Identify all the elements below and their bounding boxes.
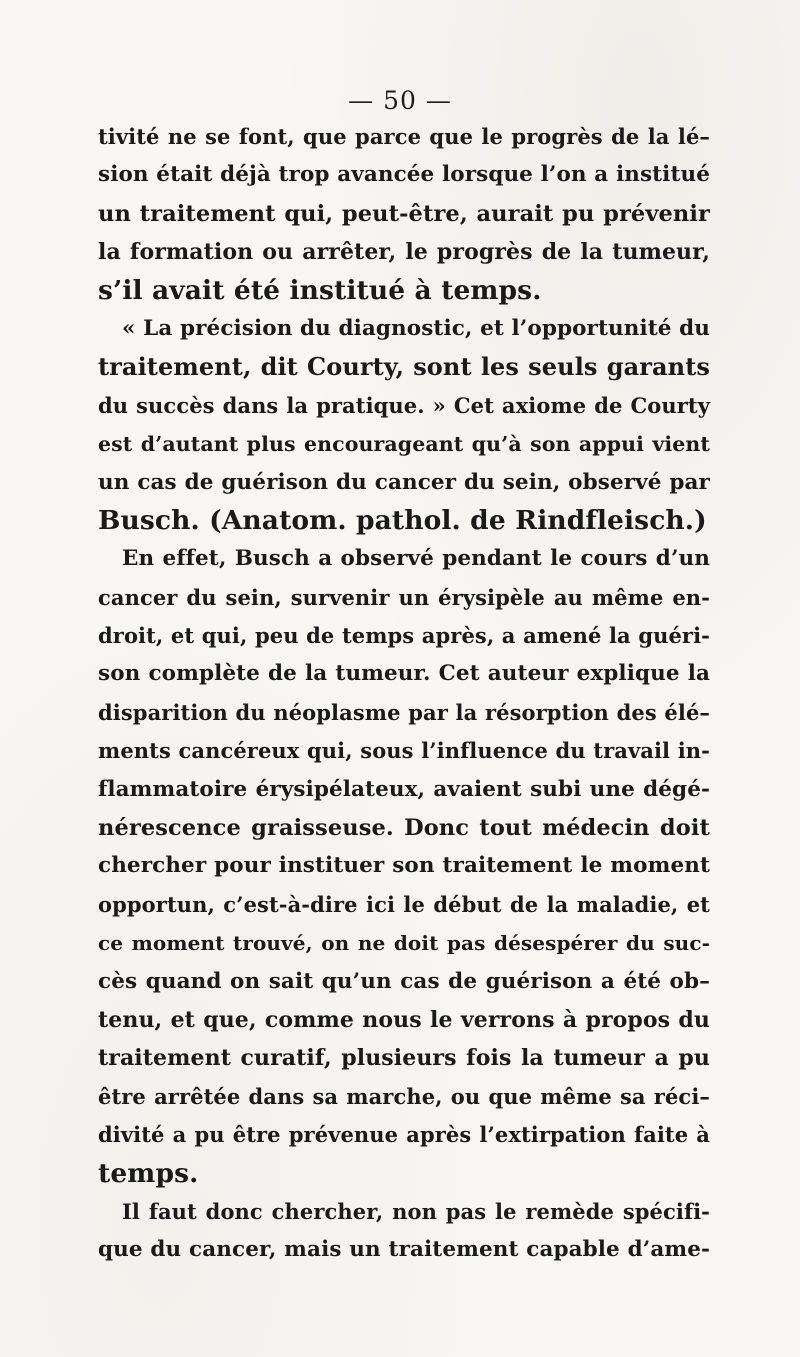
text-line: tenu, et que, comme nous le verrons à propos du bbox=[98, 1006, 710, 1033]
text-line: flammatoire érysipélateux, avaient subi une dégé- bbox=[98, 776, 710, 802]
text-line: un cas de guérison du cancer du sein, observé par bbox=[98, 469, 710, 495]
text-line: son complète de la tumeur. Cet auteur explique la bbox=[98, 661, 710, 687]
text-line: Il faut donc chercher, non pas le remède spécifi- bbox=[122, 1198, 710, 1224]
body-text bbox=[98, 118, 710, 1270]
text-line: traitement curatif, plusieurs fois la tumeur a pu bbox=[98, 1045, 710, 1072]
text-line: tivité ne se font, que parce que le progrès de la lé– bbox=[98, 124, 710, 149]
text-line: nérescence graisseuse. Donc tout médecin doit bbox=[98, 815, 710, 842]
text-line: temps. bbox=[98, 1157, 199, 1189]
text-line: ments cancéreux qui, sous l’influence du travail in- bbox=[98, 738, 710, 764]
text-line: disparition du néoplasme par la résorption des élé– bbox=[98, 699, 710, 725]
text-line: la formation ou arrêter, le progrès de la tumeur, bbox=[98, 239, 710, 266]
text-line: divité a pu être prévenue après l’extirpation faite à bbox=[98, 1122, 710, 1148]
text-line: est d’autant plus encourageant qu’à son appui vient bbox=[98, 432, 710, 457]
text-line: s’il avait été institué à temps. bbox=[98, 274, 542, 306]
text-line: En effet, Busch a observé pendant le cours d’un bbox=[122, 546, 710, 572]
page-number: — 50 — bbox=[348, 86, 452, 115]
text-line: que du cancer, mais un traitement capable d’ame- bbox=[98, 1237, 710, 1263]
text-line: traitement, dit Courty, sont les seuls garants bbox=[98, 352, 710, 382]
text-line: un traitement qui, peut-être, aurait pu prévenir bbox=[98, 200, 710, 227]
text-line: du succès dans la pratique. » Cet axiome de Courty bbox=[98, 392, 710, 418]
text-line: être arrêtée dans sa marche, ou que même sa réci– bbox=[98, 1083, 710, 1109]
text-line: opportun, c’est-à-dire ici le début de la maladie, et bbox=[98, 891, 710, 917]
text-line: Busch. (Anatom. pathol. de Rindfleisch.) bbox=[98, 504, 707, 536]
text-line: droit, et qui, peu de temps après, a amené la guéri- bbox=[98, 623, 710, 649]
text-line: chercher pour instituer son traitement le moment bbox=[98, 853, 710, 879]
text-line: ce moment trouvé, on ne doit pas désespérer du suc- bbox=[98, 931, 710, 956]
text-line: sion était déjà trop avancée lorsque l’on a institué bbox=[98, 162, 710, 188]
text-line: cès quand on sait qu’un cas de guérison a été ob– bbox=[98, 968, 710, 994]
text-line: « La précision du diagnostic, et l’opportunité du bbox=[122, 315, 710, 341]
text-line: cancer du sein, survenir un érysipèle au même en- bbox=[98, 584, 710, 610]
